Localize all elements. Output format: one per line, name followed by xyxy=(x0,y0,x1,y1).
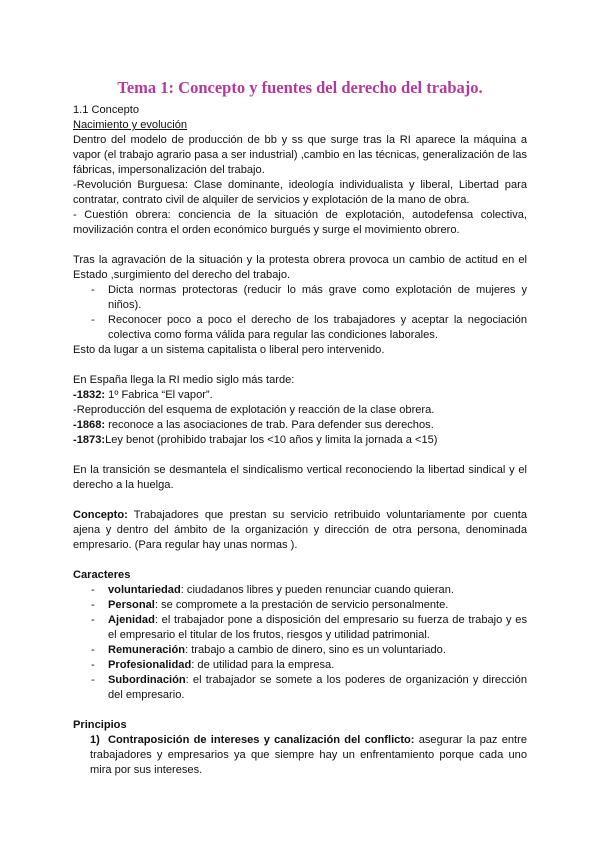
bullet-dash: - xyxy=(91,659,95,671)
concept-label: Concepto: xyxy=(73,509,128,521)
caracter-item-cont: del empresario. xyxy=(108,689,185,701)
timeline-text: 1º Fabrica “El vapor”. xyxy=(105,389,213,401)
timeline-text: reconoce a las asociaciones de trab. Para defender sus derechos. xyxy=(105,419,434,431)
concept-line xyxy=(73,508,527,523)
caracter-item: Subordinación: el trabajador se somete a los poderes de organización y dirección xyxy=(108,674,527,686)
caracter-item: Remuneración: trabajo a cambio de dinero, sino es un voluntariado. xyxy=(108,644,446,656)
paragraph-line: En la transición se desmantela el sindicalismo vertical reconociendo la libertad sindical y el xyxy=(73,464,527,476)
bullet-dash: - xyxy=(91,584,95,596)
bullet-text: Reconocer poco a poco el derecho de los trabajadores y aceptar la negociación xyxy=(108,314,527,326)
subsection-heading: Nacimiento y evolución xyxy=(73,119,188,131)
bullet-dash: - xyxy=(91,644,95,656)
paragraph-line: empresario. (Para regular hay unas normas ). xyxy=(73,539,298,551)
paragraph-line: -Revolución Burguesa: Clase dominante, ideología individualista y liberal, Libertad para xyxy=(73,179,527,191)
bullet-dash: - xyxy=(91,599,95,611)
bullet-dash: - xyxy=(91,614,95,626)
bullet-text: colectiva como forma válida para regular las condiciones laborales. xyxy=(108,329,438,341)
section-heading: 1.1 Concepto xyxy=(73,104,139,116)
paragraph-line: Tras la agravación de la situación y la protesta obrera provoca un cambio de actitud en el xyxy=(73,254,527,266)
year-label: -1832: xyxy=(73,389,106,401)
caracter-item: Ajenidad: el trabajador pone a disposición del empresario su fuerza de trabajo y es xyxy=(108,614,527,626)
timeline-item xyxy=(73,418,434,433)
caracter-item-cont: el empresario el titular de los frutos, riesgos y utilidad patrimonial. xyxy=(108,629,430,641)
paragraph-line: - Cuestión obrera: conciencia de la situación de explotación, autodefensa colectiva, xyxy=(73,209,527,221)
bullet-text: Dicta normas protectoras (reducir lo más grave como explotación de mujeres y xyxy=(108,284,527,296)
caracter-item: Personal: se compromete a la prestación de servicio personalmente. xyxy=(108,599,449,611)
paragraph-line: derecho a la huelga. xyxy=(73,479,174,491)
caracter-item: voluntariedad: ciudadanos libres y pueden renunciar cuando quieran. xyxy=(108,584,454,596)
paragraph-line: -Reproducción del esquema de explotación y reacción de la clase obrera. xyxy=(73,404,435,416)
paragraph-line: ajena y dentro del ámbito de la organización y dirección de otra persona, denominada xyxy=(73,524,527,536)
year-label: -1868: xyxy=(73,419,106,431)
paragraph-line: Esto da lugar a un sistema capitalista o liberal pero intervenido. xyxy=(73,344,385,356)
document-title: Tema 1: Concepto y fuentes del derecho del trabajo. xyxy=(117,78,483,97)
year-label: -1873: xyxy=(73,434,106,446)
bullet-dash: - xyxy=(91,284,95,296)
principio-item-cont: mira por sus intereses. xyxy=(90,764,203,776)
paragraph-line: vapor (el trabajo agrario pasa a ser industrial) ,cambio en las técnicas, generalización de las xyxy=(73,149,527,161)
caracter-item: Profesionalidad: de utilidad para la empresa. xyxy=(108,659,335,671)
concept-text: Trabajadores que prestan su servicio retribuido voluntariamente por cuenta xyxy=(127,509,527,521)
caracteres-heading: Caracteres xyxy=(73,569,131,581)
bullet-text: niños). xyxy=(108,299,142,311)
bullet-dash: - xyxy=(91,674,95,686)
paragraph-line: contratar, contrato civil de alquiler de servicios y explotación de la mano de obra. xyxy=(73,194,470,206)
principio-item: Contraposición de intereses y canalización del conflicto: asegurar la paz entre xyxy=(108,734,527,746)
principio-item-cont: trabajadores y empresarios ya que siempre hay un enfrentamiento porque cada uno xyxy=(90,749,527,761)
paragraph-line: fábricas, impersonalización del trabajo. xyxy=(73,164,265,176)
timeline-item xyxy=(73,433,437,448)
paragraph-line: En España llega la RI medio siglo más tarde: xyxy=(73,374,295,386)
timeline-text: Ley benot (prohibido trabajar los <10 años y limita la jornada a <15) xyxy=(105,434,438,446)
paragraph-line: movilización contra el orden económico burgués y surge el movimiento obrero. xyxy=(73,224,460,236)
list-number: 1) xyxy=(90,734,100,746)
principios-heading: Principios xyxy=(73,719,127,731)
paragraph-line: Dentro del modelo de producción de bb y ss que surge tras la RI aparece la máquina a xyxy=(73,134,527,146)
paragraph-line: Estado ,surgimiento del derecho del trabajo. xyxy=(73,269,291,281)
timeline-item xyxy=(73,388,213,403)
bullet-dash: - xyxy=(91,314,95,326)
